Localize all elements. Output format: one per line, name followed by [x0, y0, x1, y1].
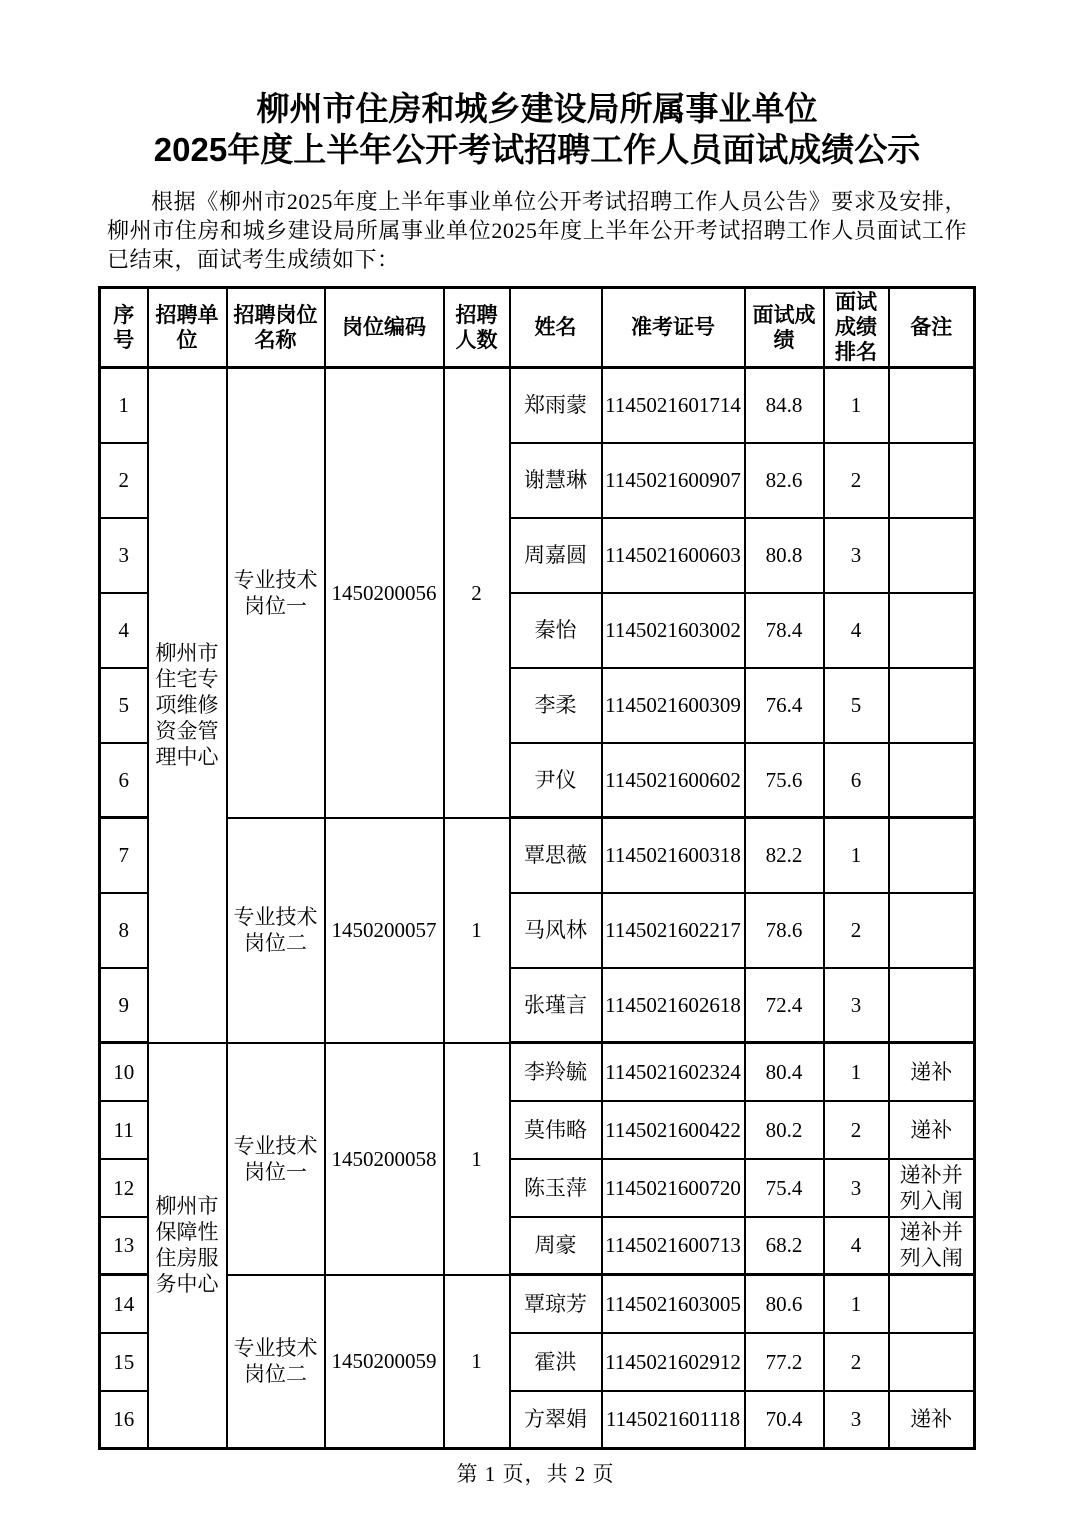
cell-candidate-name: 李柔 — [510, 668, 602, 743]
cell-ticket-number: 1145021602912 — [602, 1333, 745, 1391]
cell-remark — [889, 1333, 975, 1391]
intro-paragraph: 根据《柳州市2025年度上半年事业单位公开考试招聘工作人员公告》要求及安排，柳州市住房和城乡建设局所属事业单位2025年度上半年公开考试招聘工作人员面试工作已结束，面试考生成绩如下： — [107, 189, 967, 272]
cell-interview-score: 76.4 — [745, 668, 824, 743]
cell-score-rank: 2 — [824, 893, 889, 968]
cell-interview-score: 68.2 — [745, 1217, 824, 1275]
col-header-openings: 招聘人数 — [444, 288, 510, 368]
cell-candidate-name: 霍洪 — [510, 1333, 602, 1391]
cell-ticket-number: 1145021600907 — [602, 443, 745, 518]
cell-remark — [889, 818, 975, 893]
cell-serial: 12 — [100, 1159, 148, 1217]
cell-score-rank: 2 — [824, 1333, 889, 1391]
cell-position-name: 专业技术岗位二 — [227, 1275, 325, 1449]
cell-ticket-number: 1145021601118 — [602, 1391, 745, 1449]
cell-interview-score: 72.4 — [745, 968, 824, 1043]
cell-serial: 13 — [100, 1217, 148, 1275]
cell-ticket-number: 1145021600603 — [602, 518, 745, 593]
col-header-position: 招聘岗位名称 — [227, 288, 325, 368]
cell-interview-score: 77.2 — [745, 1333, 824, 1391]
cell-candidate-name: 李羚毓 — [510, 1043, 602, 1101]
cell-ticket-number: 1145021600422 — [602, 1101, 745, 1159]
cell-serial: 9 — [100, 968, 148, 1043]
cell-score-rank: 6 — [824, 743, 889, 818]
cell-remark — [889, 743, 975, 818]
cell-interview-score: 75.4 — [745, 1159, 824, 1217]
cell-interview-score: 78.4 — [745, 593, 824, 668]
cell-score-rank: 3 — [824, 1391, 889, 1449]
cell-candidate-name: 周嘉圆 — [510, 518, 602, 593]
cell-candidate-name: 谢慧琳 — [510, 443, 602, 518]
cell-ticket-number: 1145021600720 — [602, 1159, 745, 1217]
cell-candidate-name: 秦怡 — [510, 593, 602, 668]
cell-score-rank: 1 — [824, 1043, 889, 1101]
page-number: 第 1 页，共 2 页 — [456, 1462, 615, 1486]
cell-ticket-number: 1145021603002 — [602, 593, 745, 668]
cell-ticket-number: 1145021601714 — [602, 368, 745, 443]
cell-serial: 11 — [100, 1101, 148, 1159]
cell-position-name: 专业技术岗位二 — [227, 818, 325, 1043]
cell-interview-score: 80.6 — [745, 1275, 824, 1333]
cell-candidate-name: 周豪 — [510, 1217, 602, 1275]
cell-serial: 3 — [100, 518, 148, 593]
cell-serial: 7 — [100, 818, 148, 893]
cell-remark — [889, 593, 975, 668]
cell-ticket-number: 1145021602217 — [602, 893, 745, 968]
cell-openings: 1 — [444, 1043, 510, 1275]
cell-position-name: 专业技术岗位一 — [227, 368, 325, 818]
cell-score-rank: 3 — [824, 1159, 889, 1217]
cell-position-code: 1450200059 — [325, 1275, 444, 1449]
candidate-row — [100, 368, 975, 443]
col-header-code: 岗位编码 — [325, 288, 444, 368]
title-block — [0, 0, 1074, 170]
cell-remark — [889, 1275, 975, 1333]
cell-candidate-name: 覃思薇 — [510, 818, 602, 893]
cell-serial: 8 — [100, 893, 148, 968]
cell-remark — [889, 443, 975, 518]
cell-remark — [889, 968, 975, 1043]
cell-position-code: 1450200056 — [325, 368, 444, 818]
cell-candidate-name: 尹仪 — [510, 743, 602, 818]
cell-score-rank: 4 — [824, 593, 889, 668]
cell-score-rank: 5 — [824, 668, 889, 743]
interview-results-table — [98, 286, 976, 1450]
cell-candidate-name: 莫伟略 — [510, 1101, 602, 1159]
cell-remark — [889, 368, 975, 443]
cell-candidate-name: 覃琼芳 — [510, 1275, 602, 1333]
cell-score-rank: 1 — [824, 1275, 889, 1333]
cell-ticket-number: 1145021602324 — [602, 1043, 745, 1101]
document-title-line1: 柳州市住房和城乡建设局所属事业单位 — [256, 90, 818, 127]
cell-remark: 递补并列入闱 — [889, 1159, 975, 1217]
col-header-remark: 备注 — [889, 288, 975, 368]
cell-ticket-number: 1145021600602 — [602, 743, 745, 818]
cell-candidate-name: 张瑾言 — [510, 968, 602, 1043]
cell-candidate-name: 陈玉萍 — [510, 1159, 602, 1217]
cell-position-code: 1450200057 — [325, 818, 444, 1043]
cell-interview-score: 80.8 — [745, 518, 824, 593]
cell-serial: 1 — [100, 368, 148, 443]
cell-candidate-name: 方翠娟 — [510, 1391, 602, 1449]
col-header-name: 姓名 — [510, 288, 602, 368]
cell-serial: 4 — [100, 593, 148, 668]
cell-serial: 15 — [100, 1333, 148, 1391]
cell-score-rank: 3 — [824, 968, 889, 1043]
cell-candidate-name: 郑雨蒙 — [510, 368, 602, 443]
cell-remark: 递补 — [889, 1391, 975, 1449]
cell-recruiting-unit: 柳州市保障性住房服务中心 — [148, 1043, 227, 1449]
cell-candidate-name: 马风林 — [510, 893, 602, 968]
cell-position-name: 专业技术岗位一 — [227, 1043, 325, 1275]
cell-recruiting-unit: 柳州市住宅专项维修资金管理中心 — [148, 368, 227, 1043]
cell-openings: 1 — [444, 1275, 510, 1449]
cell-remark: 递补 — [889, 1101, 975, 1159]
cell-remark — [889, 668, 975, 743]
cell-ticket-number: 1145021602618 — [602, 968, 745, 1043]
cell-interview-score: 80.4 — [745, 1043, 824, 1101]
cell-serial: 6 — [100, 743, 148, 818]
candidate-row — [100, 1043, 975, 1101]
document-title-line2: 2025年度上半年公开考试招聘工作人员面试成绩公示 — [153, 131, 921, 168]
cell-interview-score: 78.6 — [745, 893, 824, 968]
table-header-row — [100, 288, 975, 368]
cell-interview-score: 80.2 — [745, 1101, 824, 1159]
col-header-serial: 序号 — [100, 288, 148, 368]
cell-serial: 14 — [100, 1275, 148, 1333]
candidate-row — [100, 818, 975, 893]
cell-remark: 递补 — [889, 1043, 975, 1101]
cell-ticket-number: 1145021600309 — [602, 668, 745, 743]
cell-ticket-number: 1145021600713 — [602, 1217, 745, 1275]
cell-serial: 2 — [100, 443, 148, 518]
cell-serial: 16 — [100, 1391, 148, 1449]
cell-serial: 5 — [100, 668, 148, 743]
cell-ticket-number: 1145021603005 — [602, 1275, 745, 1333]
cell-remark: 递补并列入闱 — [889, 1217, 975, 1275]
col-header-score: 面试成绩 — [745, 288, 824, 368]
candidate-row — [100, 1275, 975, 1333]
cell-interview-score: 84.8 — [745, 368, 824, 443]
cell-interview-score: 70.4 — [745, 1391, 824, 1449]
cell-remark — [889, 893, 975, 968]
cell-interview-score: 82.2 — [745, 818, 824, 893]
cell-serial: 10 — [100, 1043, 148, 1101]
col-header-rank: 面试成绩排名 — [824, 288, 889, 368]
col-header-ticket: 准考证号 — [602, 288, 745, 368]
cell-score-rank: 1 — [824, 368, 889, 443]
cell-interview-score: 82.6 — [745, 443, 824, 518]
cell-interview-score: 75.6 — [745, 743, 824, 818]
cell-ticket-number: 1145021600318 — [602, 818, 745, 893]
cell-score-rank: 2 — [824, 1101, 889, 1159]
cell-score-rank: 2 — [824, 443, 889, 518]
cell-openings: 2 — [444, 368, 510, 818]
cell-position-code: 1450200058 — [325, 1043, 444, 1275]
cell-remark — [889, 518, 975, 593]
cell-score-rank: 3 — [824, 518, 889, 593]
col-header-unit: 招聘单位 — [148, 288, 227, 368]
cell-score-rank: 4 — [824, 1217, 889, 1275]
cell-score-rank: 1 — [824, 818, 889, 893]
cell-openings: 1 — [444, 818, 510, 1043]
